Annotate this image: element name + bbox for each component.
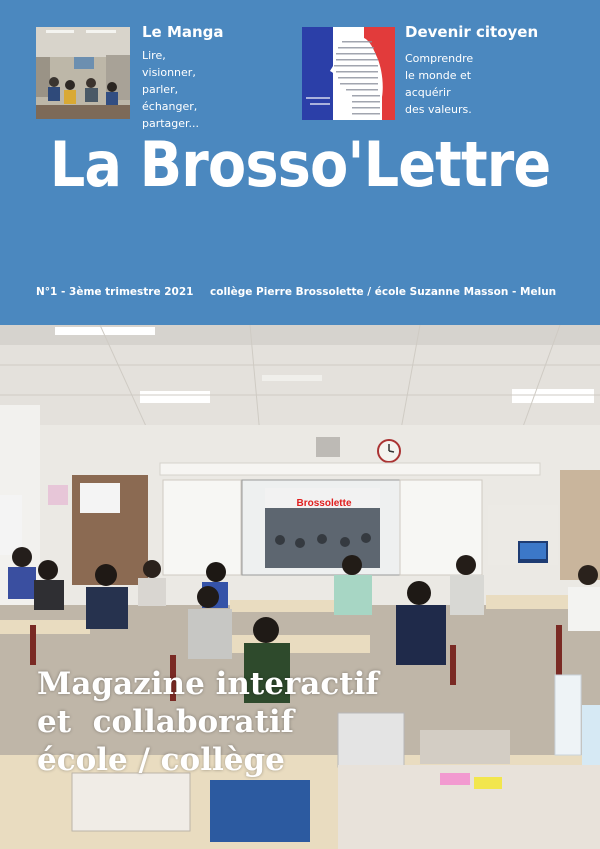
- school-line: collège Pierre Brossolette / école Suzanne Masson - Melun: [210, 286, 557, 298]
- tagline-line-3: école / collège: [37, 742, 285, 778]
- marianne-flag-thumbnail: [302, 27, 395, 120]
- classroom-photo: [0, 325, 600, 849]
- tagline-line-2: et collaboratif: [37, 704, 295, 740]
- issue-number: N°1 - 3ème trimestre 2021: [36, 286, 194, 298]
- projected-screen-label: Brossolette: [296, 498, 352, 509]
- teaser-title-citoyen: Devenir citoyen: [405, 23, 539, 41]
- teaser-text-manga: Lire, visionner, parler, échanger, partager...: [142, 49, 200, 130]
- manga-thumbnail: [36, 27, 130, 119]
- cover-header: [0, 0, 600, 325]
- teaser-title-manga: Le Manga: [142, 23, 224, 41]
- teaser-text-citoyen: Comprendre le monde et acquérir des valeurs.: [405, 52, 474, 116]
- cover-tagline: [37, 665, 379, 779]
- tagline-line-1: Magazine interactif: [37, 666, 379, 702]
- magazine-masthead: La Brosso'Lettre: [49, 128, 551, 201]
